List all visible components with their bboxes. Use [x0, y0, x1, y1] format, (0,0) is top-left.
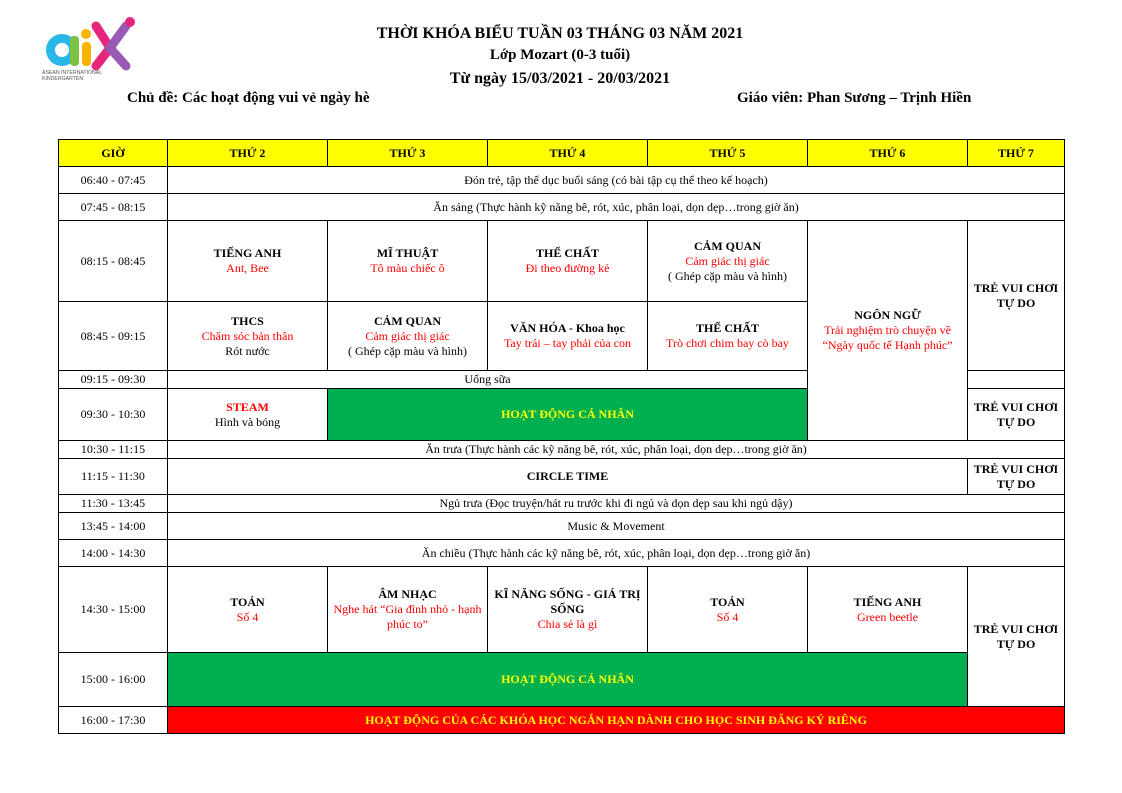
table-row	[59, 495, 1065, 513]
teacher: Giáo viên: Phan Sương – Trịnh Hiền	[737, 90, 972, 106]
table-row	[59, 707, 1065, 734]
subject-title: THCS	[231, 313, 264, 328]
subject-title: TOÁN	[710, 594, 745, 609]
subject-title: CẢM QUAN	[694, 238, 761, 253]
time-cell: 06:40 - 07:45	[59, 167, 168, 194]
individual-activity-cell: HOẠT ĐỘNG CÁ NHÂN	[328, 389, 808, 441]
activity-cell: Ăn trưa (Thực hành các kỹ năng bê, rót, xúc, phân loại, dọn dẹp…trong giờ ăn)	[168, 441, 1065, 459]
activity-cell	[168, 567, 328, 653]
subject-detail: Trải nghiệm trò chuyện về	[824, 323, 951, 337]
time-cell: 09:15 - 09:30	[59, 371, 168, 389]
activity-cell	[808, 221, 968, 441]
header-tue: THỨ 3	[328, 140, 488, 167]
activity-cell	[168, 221, 328, 302]
activity-cell: Ngủ trưa (Đọc truyện/hát ru trước khi đi ngủ và dọn dẹp sau khi ngủ dậy)	[168, 495, 1065, 513]
header-fri: THỨ 6	[808, 140, 968, 167]
subject-title: TIẾNG ANH	[213, 246, 282, 260]
activity-cell: Ăn chiều (Thực hành các kỹ năng bê, rót, xúc, phân loại, dọn dẹp…trong giờ ăn)	[168, 540, 1065, 567]
activity-cell: Đón trẻ, tập thể dục buổi sáng (có bài tập cụ thể theo kế hoạch)	[168, 167, 1065, 194]
activity-cell	[648, 302, 808, 371]
free-play-cell: TRẺ VUI CHƠI TỰ DO	[968, 221, 1065, 371]
table-row	[59, 540, 1065, 567]
activity-cell	[648, 221, 808, 302]
header-thu: THỨ 5	[648, 140, 808, 167]
topic: Chủ đề: Các hoạt động vui vẻ ngày hè	[127, 90, 370, 106]
subject-title: VĂN HÓA - Khoa học	[510, 321, 625, 335]
subject-title: NGÔN NGỮ	[854, 308, 921, 322]
short-course-cell: HOẠT ĐỘNG CỦA CÁC KHÓA HỌC NGẮN HẠN DÀNH CHO HỌC SINH ĐĂNG KÝ RIÊNG	[168, 707, 1065, 734]
subject-detail: Ant, Bee	[226, 261, 269, 275]
table-row	[59, 653, 1065, 707]
activity-cell	[648, 567, 808, 653]
subject-detail: Cảm giác thị giác	[685, 253, 770, 268]
header-time: GIỜ	[59, 140, 168, 167]
table-row	[59, 441, 1065, 459]
school-logo	[40, 12, 140, 82]
activity-cell	[328, 302, 488, 371]
subject-detail: Green beetle	[857, 609, 918, 624]
time-cell: 08:15 - 08:45	[59, 221, 168, 302]
activity-cell	[328, 567, 488, 653]
time-cell: 10:30 - 11:15	[59, 441, 168, 459]
time-cell: 08:45 - 09:15	[59, 302, 168, 371]
time-cell: 13:45 - 14:00	[59, 513, 168, 540]
time-cell: 15:00 - 16:00	[59, 653, 168, 707]
activity-cell: Ăn sáng (Thực hành kỹ năng bê, rót, xúc, phân loại, dọn dẹp…trong giờ ăn)	[168, 194, 1065, 221]
logo-caption-line1: ASEAN INTERNATIONAL	[42, 70, 103, 76]
time-cell: 07:45 - 08:15	[59, 194, 168, 221]
time-cell: 14:00 - 14:30	[59, 540, 168, 567]
subject-detail: Tay trái – tay phải của con	[503, 336, 632, 350]
subject-title: TOÁN	[230, 594, 265, 609]
time-cell: 11:30 - 13:45	[59, 495, 168, 513]
activity-cell: Music & Movement	[168, 513, 1065, 540]
free-play-cell: TRẺ VUI CHƠI TỰ DO	[968, 389, 1065, 441]
subject-title: ÂM NHẠC	[378, 587, 437, 601]
class-name: Lớp Mozart (0-3 tuổi)	[489, 47, 631, 63]
subject-detail: Trò chơi chim bay cò bay	[666, 336, 789, 350]
schedule-title: THỜI KHÓA BIỂU TUẦN 03 THÁNG 03 NĂM 2021	[376, 25, 744, 42]
subject-note: Rót nước	[225, 343, 270, 358]
activity-cell: Uống sữa	[168, 371, 808, 389]
subject-title: THỂ CHẤT	[695, 321, 759, 335]
logo-caption-line2: KINDERGARTEN	[42, 76, 84, 82]
subject-detail: Tô màu chiếc ô	[370, 261, 445, 275]
header-row	[59, 140, 1065, 167]
table-row	[59, 167, 1065, 194]
time-cell: 11:15 - 11:30	[59, 459, 168, 495]
subject-title: TIẾNG ANH	[853, 594, 922, 609]
subject-detail: Nghe hát “Gia đình nhỏ - hạnh phúc to”	[333, 602, 482, 631]
table-row	[59, 459, 1065, 495]
header-sat: THỨ 7	[968, 140, 1065, 167]
time-cell: 16:00 - 17:30	[59, 707, 168, 734]
individual-activity-cell: HOẠT ĐỘNG CÁ NHÂN	[168, 653, 968, 707]
free-play-cell: TRẺ VUI CHƠI TỰ DO	[968, 567, 1065, 707]
subject-title: THỂ CHẤT	[535, 246, 599, 260]
timetable	[58, 139, 1065, 734]
subject-detail: “Ngày quốc tế Hạnh phúc”	[822, 338, 953, 352]
subject-detail: Số 4	[716, 609, 739, 624]
subject-detail: Đi theo đường kẻ	[525, 261, 610, 275]
table-row	[59, 194, 1065, 221]
subject-title: CẢM QUAN	[374, 313, 441, 328]
date-range: Từ ngày 15/03/2021 - 20/03/2021	[449, 70, 671, 87]
time-cell: 09:30 - 10:30	[59, 389, 168, 441]
activity-cell	[488, 567, 648, 653]
header-wed: THỨ 4	[488, 140, 648, 167]
table-row	[59, 567, 1065, 653]
activity-cell	[488, 302, 648, 371]
activity-cell	[168, 302, 328, 371]
empty-cell	[968, 371, 1065, 389]
activity-cell	[808, 567, 968, 653]
activity-cell	[488, 221, 648, 302]
subject-detail: Chăm sóc bản thân	[201, 328, 294, 343]
subject-note: ( Ghép cặp màu và hình)	[348, 343, 467, 358]
table-row	[59, 513, 1065, 540]
table-row	[59, 221, 1065, 302]
time-cell: 14:30 - 15:00	[59, 567, 168, 653]
subject-detail: Hình và bóng	[214, 414, 281, 429]
subject-detail: Số 4	[236, 609, 259, 624]
activity-cell	[168, 389, 328, 441]
subject-note: ( Ghép cặp màu và hình)	[668, 268, 787, 283]
activity-cell	[328, 221, 488, 302]
activity-cell: CIRCLE TIME	[168, 459, 968, 495]
subject-detail: Chia sẻ là gì	[537, 617, 598, 631]
header-mon: THỨ 2	[168, 140, 328, 167]
free-play-cell: TRẺ VUI CHƠI TỰ DO	[968, 459, 1065, 495]
subject-title: STEAM	[226, 399, 269, 414]
subject-detail: Cảm giác thị giác	[365, 328, 450, 343]
subject-title: MĨ THUẬT	[376, 246, 439, 260]
subject-title: KĨ NĂNG SỐNG - GIÁ TRỊ SỐNG	[494, 587, 641, 616]
